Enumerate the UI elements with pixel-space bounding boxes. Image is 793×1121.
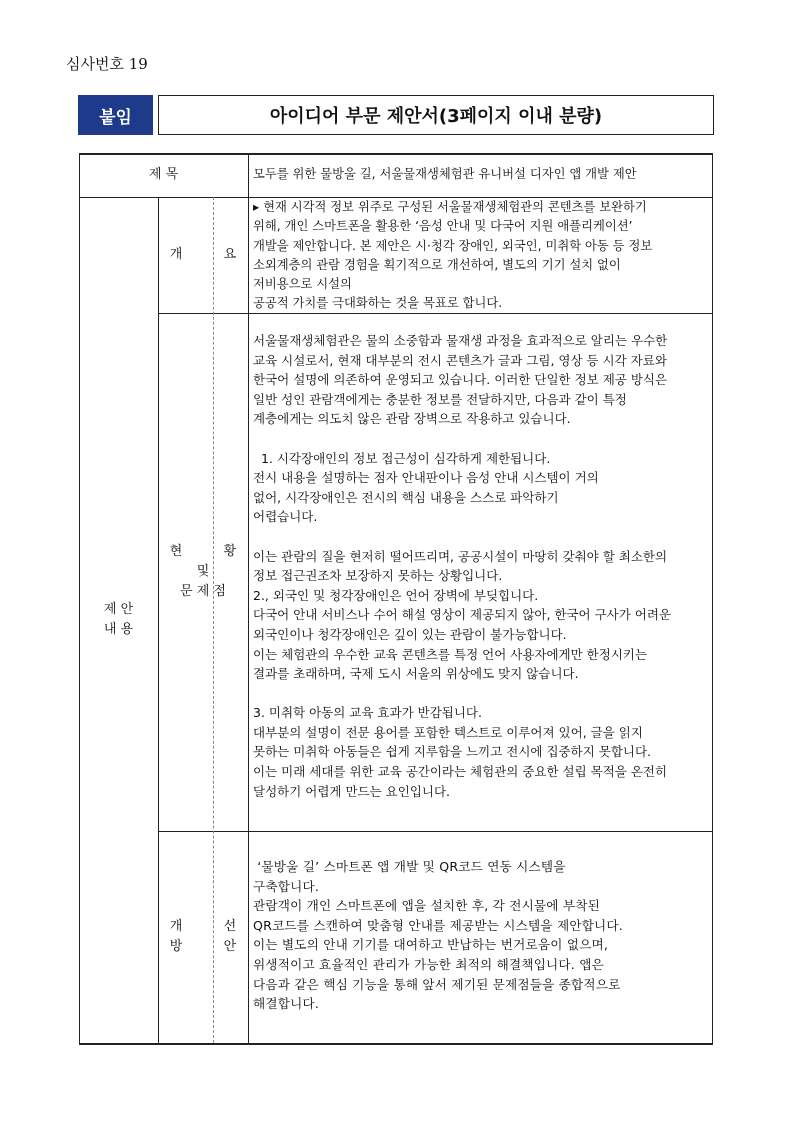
title-value: 모두를 위한 물방울 길, 서울물재생체험관 유니버설 디자인 앱 개발 제안: [253, 167, 637, 181]
table-bottom-border: [79, 1043, 713, 1045]
proposal-form-table: [79, 153, 713, 1045]
status-label: [158, 313, 248, 831]
overview-text: ▸ 현재 시각적 정보 위주로 구성된 서울물재생체험관의 콘텐츠를 보완하기 위해, 개인 스마트폰을 활용한 ‘음성 안내 및 다국어 지원 애플리케이션’ 개발을 제안합니다. 본 제안은 시·청각 장애인, 외국인, 미취학 아동 등 정보 소외계층의 관람 경험을 획기적으로 개선하여, 별도의 기기 설치 없이 저비용으로 시설의 공공적 가치를 극대화하는 것을 목표로 합니다.: [253, 200, 653, 311]
section-label-line1: 제 안: [103, 602, 134, 617]
improvement-label: [158, 831, 248, 1043]
column-divider: [248, 153, 249, 1045]
improvement-label-line2: 방 안: [169, 939, 237, 954]
status-label-line1: 현 황: [169, 544, 237, 559]
title-label: 제 목: [148, 167, 179, 182]
overview-label: 개 요: [169, 247, 237, 262]
section-label-line2: 내 용: [103, 622, 134, 637]
table-right-border: [712, 153, 713, 1045]
status-label-line2: 및: [196, 564, 210, 579]
review-number: 심사번호 19: [66, 55, 148, 73]
improvement-text: ‘물방울 길’ 스마트폰 앱 개발 및 QR코드 연동 시스템을 구축합니다. 관람객이 개인 스마트폰에 앱을 설치한 후, 각 전시물에 부착된 QR코드를 스캔하여 맞춤형 안내를 제공받는 시스템을 제안합니다. 이는 별도의 안내 기기를 대여하고 반납하는 번거로움이 없으며, 위생적이고 효율적인 관리가 가능한 최적의 해결책입니다. 앱은 다음과 같은 핵심 기능을 통해 앞서 제기된 문제점들을 종합적으로 해결합니다.: [253, 859, 623, 1012]
attachment-badge: 붙임: [78, 95, 153, 135]
status-label-line3: 문 제 점: [180, 584, 226, 599]
improvement-label-line1: 개 선: [169, 919, 237, 934]
document-title: 아이디어 부문 제안서(3페이지 이내 분량): [158, 95, 714, 135]
section-label: [79, 197, 158, 1043]
status-text: 서울물재생체험관은 물의 소중함과 물재생 과정을 효과적으로 알리는 우수한 교육 시설로서, 현재 대부분의 전시 콘텐츠가 글과 그림, 영상 등 시각 자료와 한국어 설명에 의존하여 운영되고 있습니다. 이러한 단일한 정보 제공 방식은 일반 성인 관람객에게는 충분한 정보를 전달하지만, 다음과 같이 특정 계층에게는 의도치 않은 관람 장벽으로 작용하고 있습니다. 1. 시각장애인의 정보 접근성이 심각하게 제한됩니다. 전시 내용을 설명하는 점자 안내판이나 음성 안내 시스템이 거의 없어, 시각장애인은 전시의 핵심 내용을 스스로 파악하기 어렵습니다. 이는 관람의 질을 현저히 떨어뜨리며, 공공시설이 마땅히 갖춰야 할 최소한의 정보 접근권조차 보장하지 못하는 상황입니다. 2., 외국인 및 청각장애인은 언어 장벽에 부딪힙니다. 다국어 안내 서비스나 수어 해설 영상이 제공되지 않아, 한국어 구사가 어려운 외국인이나 청각장애인은 깊이 있는 관람이 불가능합니다. 이는 체험관의 우수한 교육 콘텐츠를 특정 언어 사용자에게만 한정시키는 결과를 초래하며, 국제 도시 서울의 위상에도 맞지 않습니다. 3. 미취학 아동의 교육 효과가 반감됩니다. 대부분의 설명이 전문 용어를 포함한 텍스트로 이루어져 있어, 글을 읽지 못하는 미취학 아동들은 쉽게 지루함을 느끼고 전시에 집중하지 못합니다. 이는 미래 세대를 위한 교육 공간이라는 체험관의 중요한 설립 목적을 온전히 달성하기 어렵게 만드는 요인입니다.: [253, 333, 672, 799]
